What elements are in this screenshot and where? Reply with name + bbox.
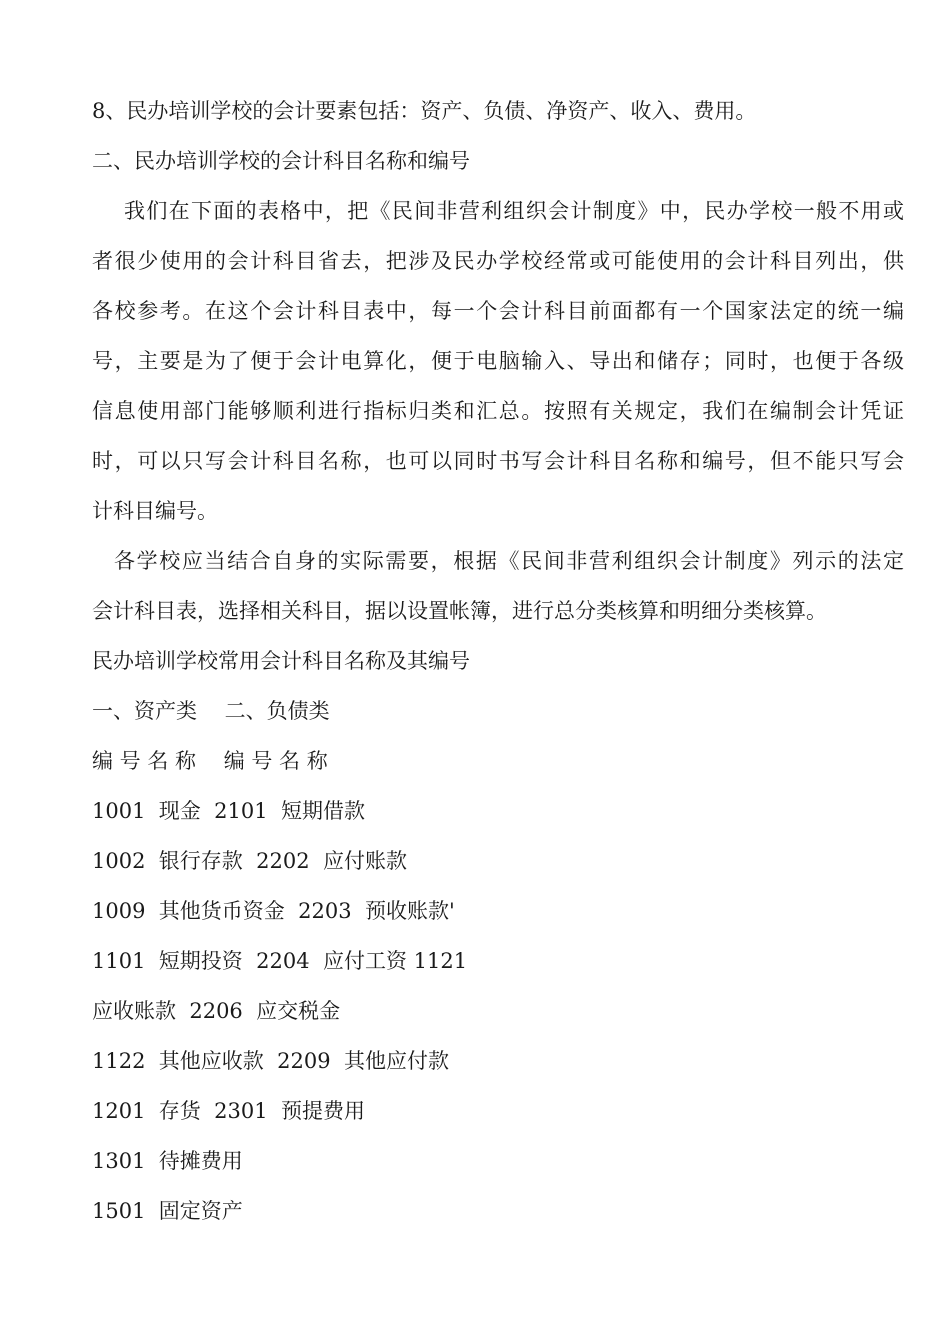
account-row: 1122 其他应收款 2209 其他应付款 bbox=[92, 1049, 449, 1073]
account-row: 1501 固定资产 bbox=[92, 1199, 243, 1223]
account-row: 1001 现金 2101 短期借款 bbox=[92, 799, 365, 823]
account-table-title: 民办培训学校常用会计科目名称及其编号 bbox=[92, 649, 470, 673]
account-row: 1009 其他货币资金 2203 预收账款' bbox=[92, 899, 455, 923]
account-row: 1101 短期投资 2204 应付工资 1121 bbox=[92, 949, 468, 973]
paragraph-1-line-2: 者很少使用的会计科目省去，把涉及民办学校经常或可能使用的会计科目列出，供 bbox=[92, 249, 904, 273]
account-row: 1002 银行存款 2202 应付账款 bbox=[92, 849, 407, 873]
item-8-accounting-elements: 8、民办培训学校的会计要素包括：资产、负债、净资产、收入、费用。 bbox=[92, 99, 757, 123]
paragraph-1-line-1: 我们在下面的表格中，把《民间非营利组织会计制度》中，民办学校一般不用或 bbox=[124, 199, 904, 223]
account-row: 应收账款 2206 应交税金 bbox=[92, 999, 341, 1023]
account-row: 1301 待摊费用 bbox=[92, 1149, 243, 1173]
paragraph-1-line-3: 各校参考。在这个会计科目表中，每一个会计科目前面都有一个国家法定的统一编 bbox=[92, 299, 904, 323]
paragraph-1-line-7: 计科目编号。 bbox=[92, 499, 218, 523]
paragraph-1-line-6: 时，可以只写会计科目名称，也可以同时书写会计科目名称和编号，但不能只写会 bbox=[92, 449, 904, 473]
paragraph-2-line-1: 各学校应当结合自身的实际需要，根据《民间非营利组织会计制度》列示的法定 bbox=[114, 549, 904, 573]
account-column-headers: 编 号 名 称 编 号 名 称 bbox=[92, 749, 328, 773]
paragraph-2-line-2: 会计科目表，选择相关科目，据以设置帐簿，进行总分类核算和明细分类核算。 bbox=[92, 599, 827, 623]
account-categories: 一、资产类 二、负债类 bbox=[92, 699, 330, 723]
account-row: 1201 存货 2301 预提费用 bbox=[92, 1099, 365, 1123]
section-2-heading: 二、民办培训学校的会计科目名称和编号 bbox=[92, 149, 470, 173]
paragraph-1-line-4: 号，主要是为了便于会计电算化，便于电脑输入、导出和储存；同时，也便于各级 bbox=[92, 349, 904, 373]
paragraph-1-line-5: 信息使用部门能够顺利进行指标归类和汇总。按照有关规定，我们在编制会计凭证 bbox=[92, 399, 904, 423]
